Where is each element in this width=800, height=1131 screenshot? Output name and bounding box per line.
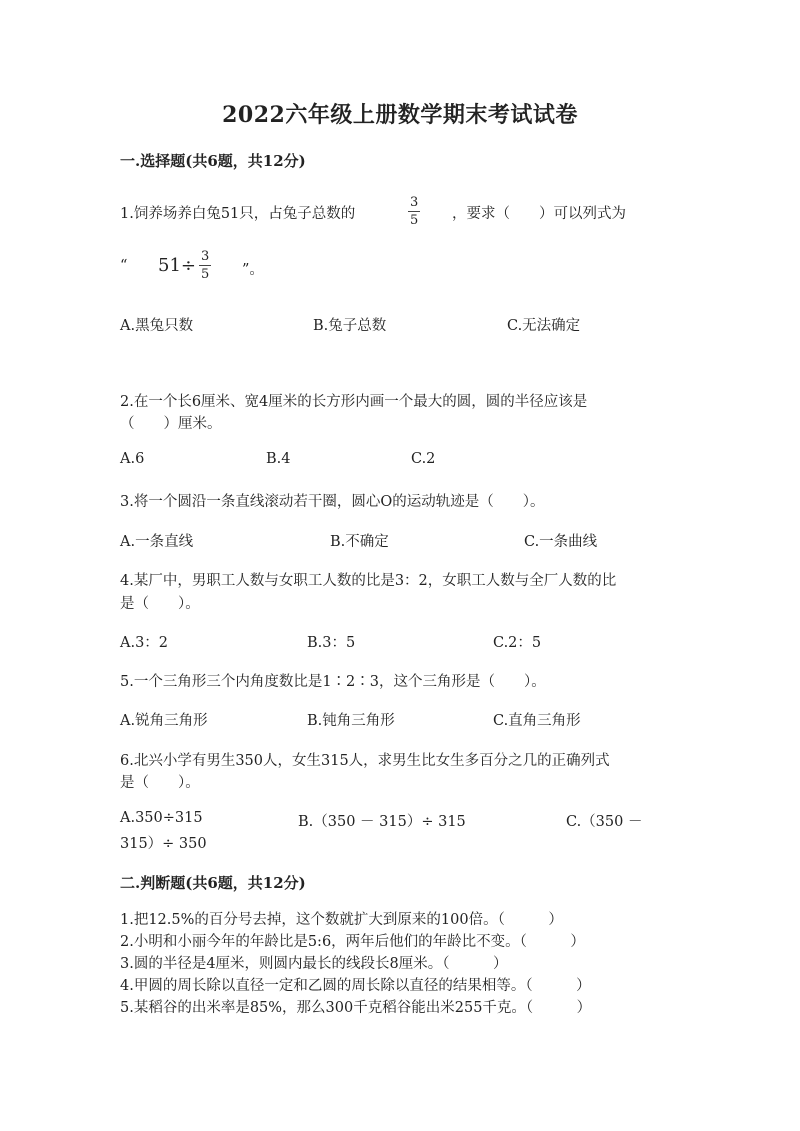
question-1-fraction [408,196,420,227]
question-1-formula [158,250,211,281]
question-6-option-b[interactable]: B.（350 － 315）÷ 315 [298,814,466,830]
question-4-option-b[interactable]: B.3：5 [307,635,356,651]
question-6-line-1: 6.北兴小学有男生350人，女生315人，求男生比女生多百分之几的正确列式 [120,753,610,769]
question-6-option-c[interactable]: C.（350 － [566,814,643,830]
section-heading-choice: 一.选择题(共6题，共12分) [120,152,306,170]
judge-item-1: 1.把12.5%的百分号去掉，这个数就扩大到原来的100倍。（ ） [120,912,563,928]
question-2-option-c[interactable]: C.2 [411,451,436,467]
question-5-option-a[interactable]: A.锐角三角形 [120,713,208,729]
question-1-close-quote: ”。 [242,262,264,278]
question-5-option-c[interactable]: C.直角三角形 [493,713,581,729]
question-1-text-b: ，要求（ ）可以列式为 [452,206,626,222]
formula-dividend: 51÷ [158,255,196,276]
question-6-option-c-continued: 315）÷ 350 [120,836,207,852]
question-4-option-a[interactable]: A.3：2 [120,635,169,651]
question-2-option-a[interactable]: A.6 [120,451,145,467]
question-2-option-b[interactable]: B.4 [266,451,291,467]
question-1-option-a[interactable]: A.黑兔只数 [120,318,194,334]
judge-item-2: 2.小明和小丽今年的年龄比是5:6，两年后他们的年龄比不变。（ ） [120,934,585,950]
question-3-line-1: 3.将一个圆沿一条直线滚动若干圈，圆心O的运动轨迹是（ ）。 [120,494,545,510]
question-2-line-2: （ ）厘米。 [120,416,222,432]
question-4-option-c[interactable]: C.2：5 [493,635,542,651]
question-6-line-2: 是（ ）。 [120,775,200,791]
question-4-line-2: 是（ ）。 [120,596,200,612]
question-3-option-c[interactable]: C.一条曲线 [524,534,598,550]
formula-fraction-numerator: 3 [201,249,210,264]
question-2-line-1: 2.在一个长6厘米、宽4厘米的长方形内画一个最大的圆，圆的半径应该是 [120,394,588,410]
fraction-denominator: 5 [410,213,419,228]
question-3-option-b[interactable]: B.不确定 [330,534,389,550]
page-title: 2022六年级上册数学期末考试试卷 [222,102,578,128]
question-4-line-1: 4.某厂中，男职工人数与女职工人数的比是3：2，女职工人数与全厂人数的比 [120,573,617,589]
question-5-line-1: 5.一个三角形三个内角度数比是1∶2∶3，这个三角形是（ ）。 [120,674,546,690]
question-1-option-b[interactable]: B.兔子总数 [313,318,387,334]
question-1-text-a: 1.饲养场养白兔51只，占兔子总数的 [120,206,356,222]
judge-item-5: 5.某稻谷的出米率是85%，那么300千克稻谷能出米255千克。（ ） [120,1000,592,1016]
question-1-open-quote: “ [120,258,128,274]
question-5-option-b[interactable]: B.钝角三角形 [307,713,395,729]
question-3-option-a[interactable]: A.一条直线 [120,534,194,550]
judge-item-4: 4.甲圆的周长除以直径一定和乙圆的周长除以直径的结果相等。（ ） [120,978,591,994]
formula-fraction-denominator: 5 [201,267,210,282]
fraction-numerator: 3 [410,195,419,210]
question-6-option-a[interactable]: A.350÷315 [120,810,203,826]
question-1-option-c[interactable]: C.无法确定 [507,318,581,334]
judge-item-3: 3.圆的半径是4厘米，则圆内最长的线段长8厘米。（ ） [120,956,508,972]
section-heading-judge: 二.判断题(共6题，共12分) [120,874,306,892]
